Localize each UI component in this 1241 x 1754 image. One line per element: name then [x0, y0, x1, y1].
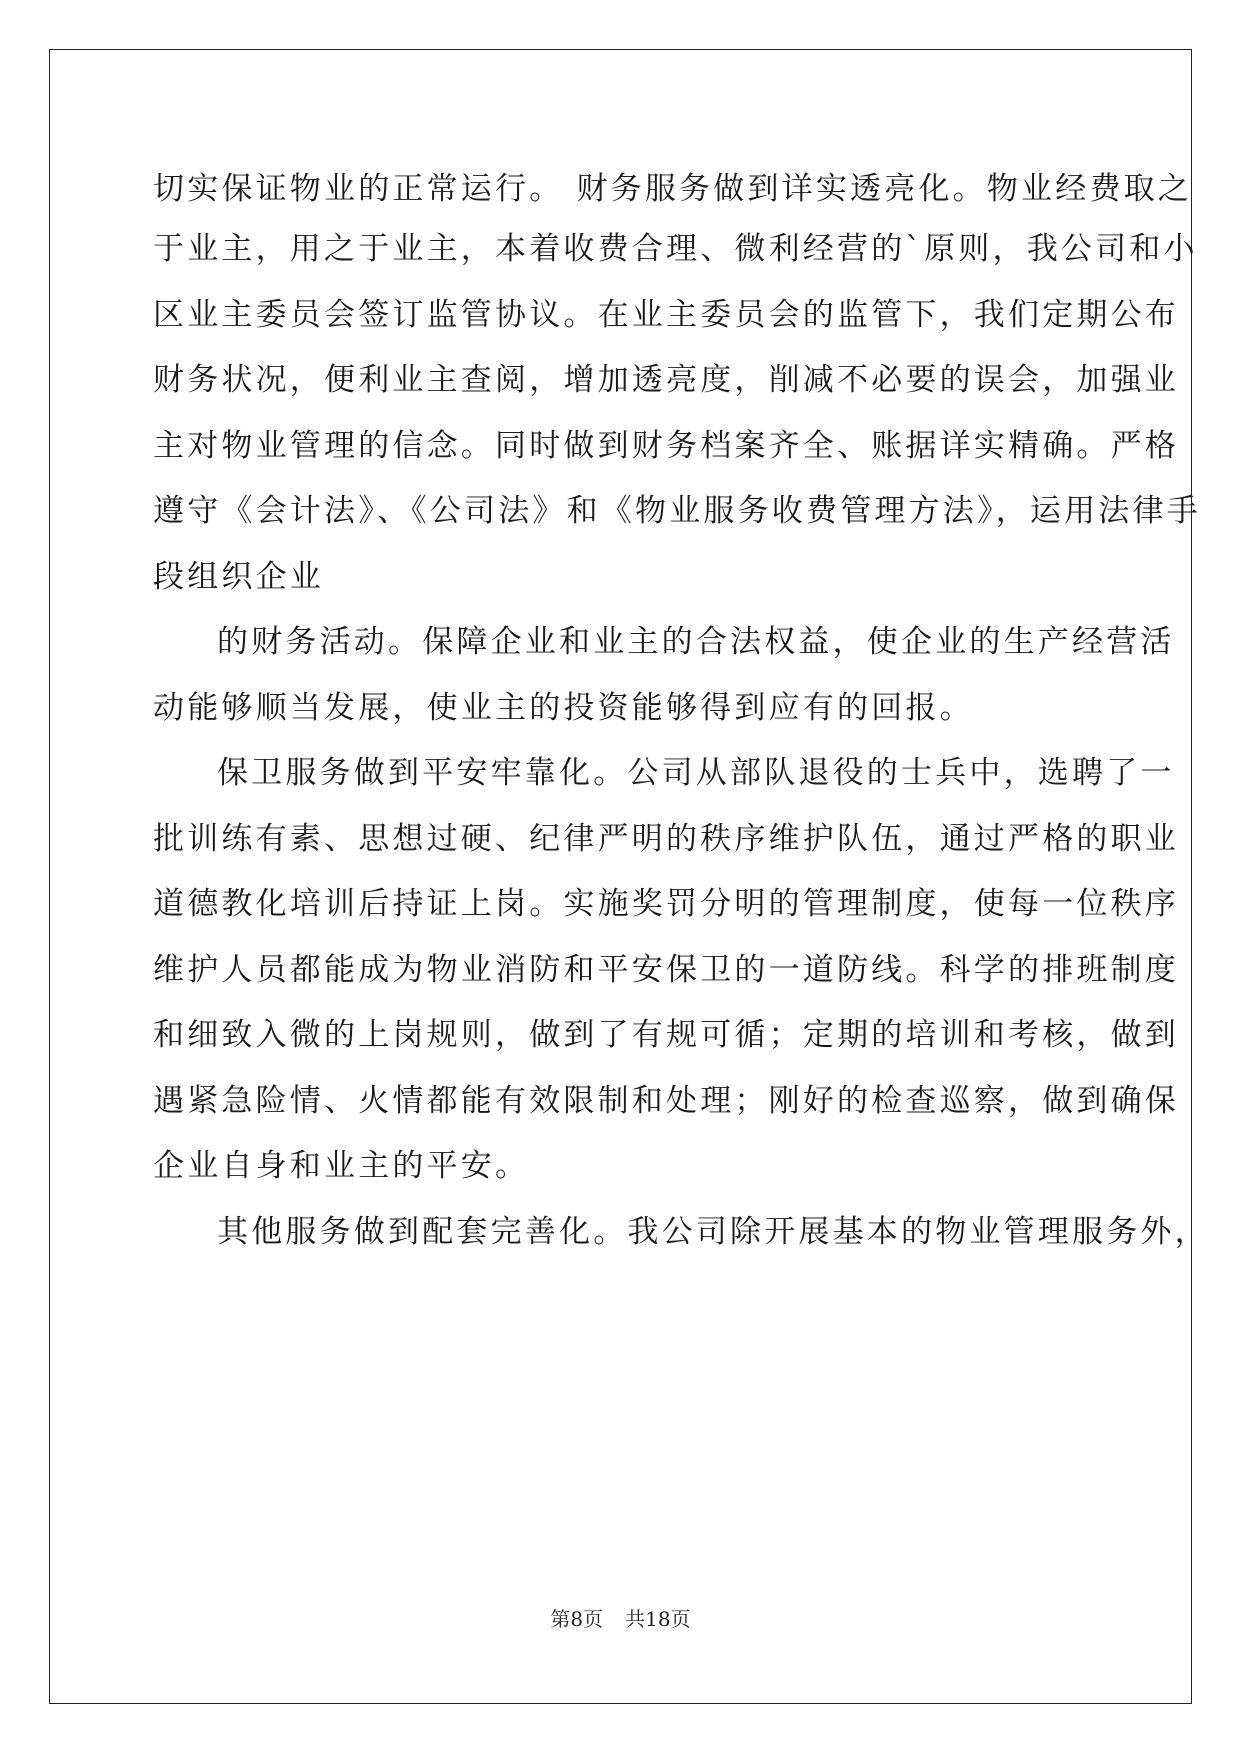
page-footer: [0, 1606, 1241, 1632]
body-line: 企业自身和业主的平安。: [153, 1148, 530, 1184]
body-line: 批训练有素、思想过硬、纪律严明的秩序维护队伍，通过严格的职业: [153, 821, 1179, 857]
body-line: 于业主，用之于业主，本着收费合理、微利经营的`原则，我公司和小: [153, 231, 1198, 267]
body-line: 遇紧急险情、火情都能有效限制和处理；刚好的检查巡察，做到确保: [153, 1083, 1179, 1119]
body-line: 财务状况，便利业主查阅，增加透亮度，削减不必要的误会，加强业: [153, 362, 1179, 398]
page-total: 共18页: [625, 1607, 691, 1631]
body-line: 维护人员都能成为物业消防和平安保卫的一道防线。科学的排班制度: [153, 952, 1179, 988]
body-line: 切实保证物业的正常运行。 财务服务做到详实透亮化。物业经费取之: [153, 171, 1193, 207]
body-line: 保卫服务做到平安牢靠化。公司从部队退役的士兵中，选聘了一: [217, 755, 1175, 791]
page-number: 第8页: [550, 1607, 604, 1631]
body-line: 和细致入微的上岗规则，做到了有规可循；定期的培训和考核，做到: [153, 1017, 1179, 1053]
body-line: 道德教化培训后持证上岗。实施奖罚分明的管理制度，使每一位秩序: [153, 886, 1179, 922]
body-line: 动能够顺当发展，使业主的投资能够得到应有的回报。: [153, 690, 974, 726]
body-line: 主对物业管理的信念。同时做到财务档案齐全、账据详实精确。严格: [153, 428, 1179, 464]
body-line: 区业主委员会签订监管协议。在业主委员会的监管下，我们定期公布: [153, 297, 1179, 333]
body-line: 其他服务做到配套完善化。我公司除开展基本的物业管理服务外，: [217, 1214, 1209, 1250]
body-line: 段组织企业: [153, 559, 324, 595]
body-line: 遵守《会计法》、《公司法》和《物业服务收费管理方法》，运用法律手: [153, 493, 1201, 529]
body-line: 的财务活动。保障企业和业主的合法权益，使企业的生产经营活: [217, 624, 1175, 660]
